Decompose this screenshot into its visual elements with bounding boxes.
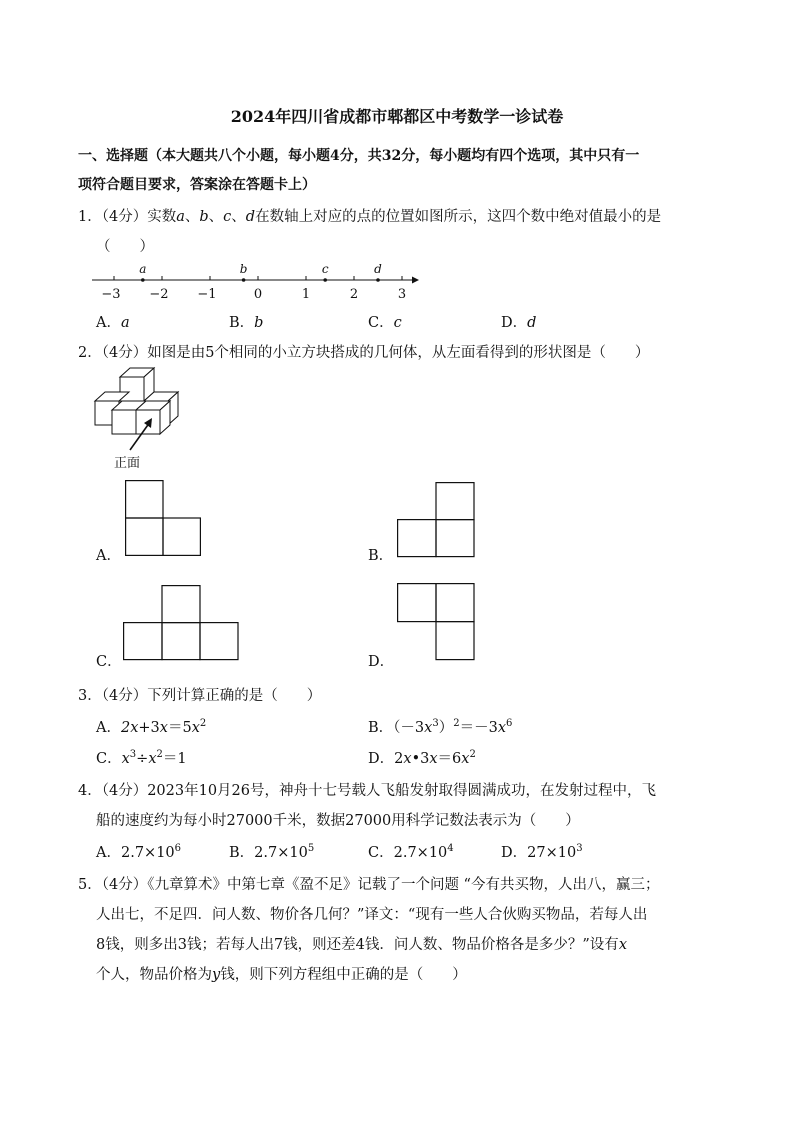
q1-text-part2: 在数轴上对应的点的位置如图所示，这四个数中绝对值最小的是 [255,209,662,225]
number-line-tick-label: −3 [101,287,121,302]
q2-option-b-label[interactable]: B． [368,548,394,564]
q5-line4-part2: 钱，则下列方程组中正确的是（ ） [220,967,467,983]
number-line-point-label-b: b [239,262,248,276]
q3-option-d-label: D． [368,751,395,767]
q1-option-a-value: a [120,315,130,331]
q4-option-c-label: C． [368,845,394,861]
q4-option-a-label: A． [96,845,121,861]
q4-a-base: 2.7×10 [120,845,175,861]
square [124,623,162,660]
q3-c-var2: x [148,751,157,767]
q1-number-line [86,258,426,306]
q1-option-b-label: B． [229,315,255,331]
q4-option-c[interactable] [368,841,454,862]
q3-d-dot: •3 [411,751,430,767]
q5-var-x: x [618,937,627,953]
q2-option-c-figure [123,585,239,661]
q3-c-eq: ＝1 [162,751,187,767]
q3-b-pre: （－3 [393,720,425,736]
q5-text-line3 [96,933,627,954]
square [126,481,163,518]
q3-c-exp1: 3 [129,749,137,761]
q3-d-var3: x [461,751,470,767]
q4-d-base: 27×10 [527,845,577,861]
q2-option-b-figure [397,482,477,558]
q2-option-d-figure [397,583,477,661]
q3-b-exp2: 2 [453,718,460,730]
q3-option-c[interactable] [96,747,187,768]
number-line-tick-label: 2 [349,287,359,302]
q5-var-y: y [212,967,221,983]
q3-d-eq: ＝6 [437,751,462,767]
square [163,518,200,555]
q3-option-b-label: B． [368,720,394,736]
q3-a-term1: 2x [120,720,139,736]
q5-text-line2: 人出七，不足四．问人数、物价各几何？”译文：“现有一些人合伙购买物品，若每人出 [96,907,648,923]
number-line-point-b [242,278,246,282]
q1-option-b-value: b [254,315,264,331]
number-line-point-d [376,278,380,282]
q3-a-var2: x [191,720,200,736]
q3-b-close: ） [438,720,454,736]
q3-c-var1: x [121,751,130,767]
q3-a-exp: 2 [199,718,207,730]
number-line-point-c [323,278,327,282]
q4-option-d-label: D． [501,845,528,861]
section-header-line1: 一、选择题（本大题共八个小题，每小题4分，共32分，每小题均有四个选项，其中只有一 [78,148,640,164]
q4-option-b[interactable] [229,841,314,862]
q3-d-var1: x [403,751,412,767]
square [398,584,436,622]
square [436,584,474,622]
q3-option-a[interactable] [96,716,206,737]
number-line-tick-label: 3 [397,287,407,302]
square [436,622,474,660]
q4-text-line2: 船的速度约为每小时27000千米，数据27000用科学记数法表示为（ ） [96,813,580,829]
q4-option-a[interactable] [96,841,181,862]
number-line-tick-label: −2 [149,287,169,302]
q3-c-div: ÷ [136,751,149,767]
section-header-line2: 项符合题目要求，答案涂在答题卡上） [78,177,316,193]
q3-b-var2: x [497,720,506,736]
q2-front-label: 正面 [114,456,141,471]
square [162,586,200,623]
q4-b-base: 2.7×10 [254,845,308,861]
q1-var-b: b [199,209,209,225]
q1-sep: 、 [208,209,224,225]
number-line-arrow [412,277,419,284]
q3-a-eq: ＝5 [167,720,192,736]
q1-option-d-label: D． [501,315,528,331]
number-line-tick-label: 1 [301,287,311,302]
q1-number: 1．（4分） [78,209,148,225]
q1-option-d[interactable] [501,311,536,332]
q5-line3-text: 8钱，则多出3钱；若每人出7钱，则还差4钱．问人数、物品价格各是多少？”设有 [96,937,619,953]
arrow-head [144,418,152,428]
number-line-point-a [141,278,145,282]
q1-option-a-label: A． [96,315,121,331]
q2-option-a-label[interactable]: A． [96,548,121,564]
page-title: 2024年四川省成都市郫都区中考数学一诊试卷 [230,107,564,126]
square [200,623,238,660]
q1-option-c-value: c [393,315,402,331]
q3-option-d[interactable] [368,747,476,768]
number-line-tick-label: 0 [253,287,263,302]
q1-var-a: a [176,209,185,225]
q4-c-base: 2.7×10 [393,845,448,861]
q3-a-plus: +3 [138,720,160,736]
number-line-point-label-d: d [374,262,382,276]
arrow-shaft [130,422,150,450]
q1-text-part1: 实数 [147,209,177,225]
q3-b-exp3: 6 [506,718,513,730]
q4-option-b-label: B． [229,845,255,861]
q3-d-coef: 2 [394,751,404,767]
square [436,520,474,557]
square [436,483,474,520]
q3-option-b[interactable] [368,716,512,737]
q3-c-exp2: 2 [156,749,163,761]
q2-option-a-figure [125,480,203,556]
q4-d-exp: 3 [576,843,583,855]
q4-b-exp: 5 [307,843,315,855]
q2-option-c-label[interactable]: C． [96,654,122,670]
q3-d-var2: x [429,751,438,767]
q1-text [78,205,661,226]
q5-text-line4 [96,963,467,984]
q3-b-var: x [424,720,433,736]
q3-text: 3．（4分）下列计算正确的是（ ） [78,688,322,704]
q1-sep: 、 [231,209,246,225]
square [126,518,163,555]
q5-line4-part1: 个人，物品价格为 [96,967,212,983]
q3-b-exp1: 3 [432,718,439,730]
q1-option-a[interactable] [96,311,130,332]
q5-text-line1: 5．（4分）《九章算术》中第七章《盈不足》记载了一个问题 “今有共买物，人出八，赢三； [78,877,660,893]
q4-option-d[interactable] [501,841,583,862]
number-line-point-label-a: a [139,262,147,276]
q4-text-line1: 4．（4分）2023年10月26号，神舟十七号载人飞船发射取得圆满成功，在发射过程中，飞 [78,783,657,799]
q3-b-eq: ＝－3 [459,720,498,736]
q1-sep: 、 [184,209,200,225]
q1-var-c: c [223,209,232,225]
square [162,623,200,660]
q1-option-d-value: d [527,315,537,331]
number-line-point-label-c: c [321,262,329,276]
q3-option-c-label: C． [96,751,122,767]
q1-option-c-label: C． [368,315,394,331]
q3-a-var: x [159,720,168,736]
q4-a-exp: 6 [174,843,182,855]
number-line-tick-label: −1 [197,287,217,302]
q4-c-exp: 4 [447,843,454,855]
square [398,520,436,557]
q1-option-c[interactable] [368,311,402,332]
q2-text: 2．（4分）如图是由5个相同的小立方块搭成的几何体，从左面看得到的形状图是（ ） [78,345,650,361]
q3-option-a-label: A． [96,720,121,736]
q1-option-b[interactable] [229,311,263,332]
q1-answer-paren: （ ） [96,239,154,255]
q3-d-exp: 2 [469,749,476,761]
q2-option-d-label[interactable]: D． [368,654,395,670]
q1-var-d: d [245,209,256,225]
